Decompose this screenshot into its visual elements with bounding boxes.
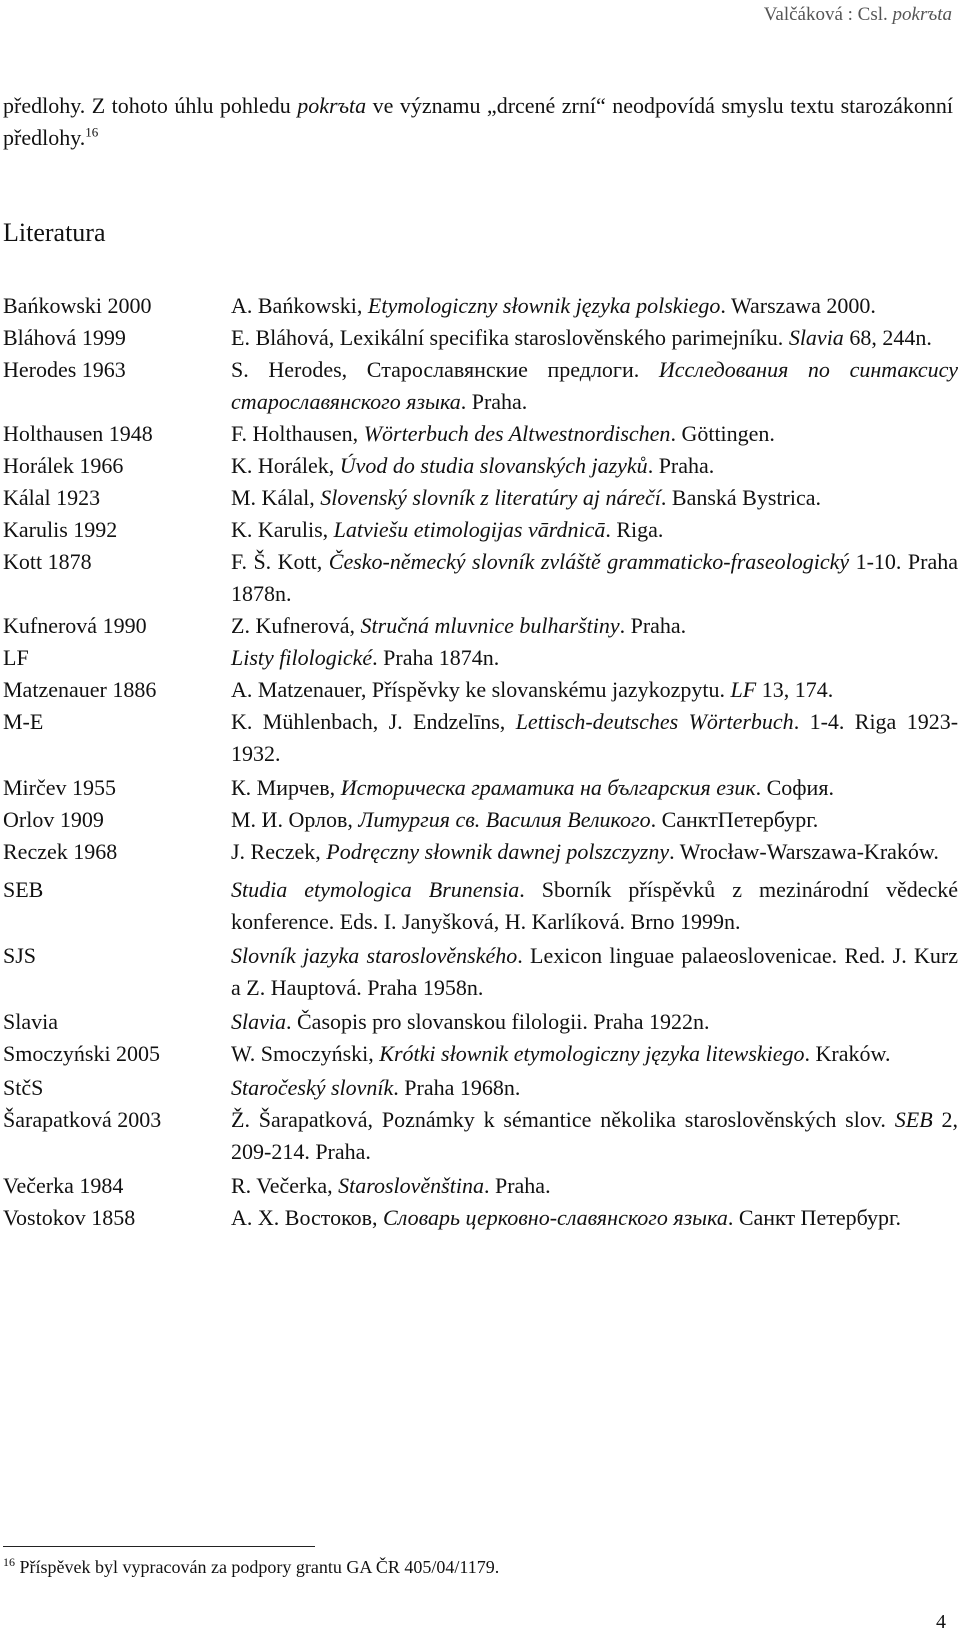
- reference-entry: [3, 1104, 958, 1168]
- reference-key: Vostokov 1858: [3, 1205, 136, 1230]
- reference-entry: [3, 514, 958, 546]
- reference-key: Bańkowski 2000: [3, 293, 152, 318]
- reference-text: Z. Kufnerová, Stručná mluvnice bulharštiny. Praha.: [231, 613, 687, 638]
- reference-key: Karulis 1992: [3, 517, 118, 542]
- reference-entry: [3, 772, 958, 804]
- section-heading: Literatura: [3, 218, 106, 247]
- footnote-reference[interactable]: 16: [85, 124, 99, 140]
- intro-term: pokrъta: [297, 93, 367, 118]
- reference-text: Studia etymologica Brunensia. Sborník příspěvků z mezinárodní vědecké konference. Eds. I. Janyšková, H. Karlíková. Brno 1999n.: [231, 877, 959, 934]
- reference-entry: [3, 1038, 958, 1070]
- reference-key: LF: [3, 645, 29, 670]
- reference-text: Staročeský slovník. Praha 1968n.: [231, 1075, 521, 1100]
- reference-entry: [3, 1006, 958, 1038]
- reference-key: Kálal 1923: [3, 485, 101, 510]
- reference-text: Ž. Šarapatková, Poznámky k sémantice několika staroslověnských slov. SEB 2, 209-214. Praha.: [231, 1107, 958, 1164]
- reference-key: SEB: [3, 877, 44, 902]
- reference-key: StčS: [3, 1075, 44, 1100]
- footnote-mark: 16: [3, 1555, 15, 1569]
- reference-text: E. Bláhová, Lexikální specifika staroslověnského parimejníku. Slavia 68, 244n.: [231, 325, 932, 350]
- intro-text-2: ve významu „drcené zrní“ neodpovídá smyslu textu starozákonní předlohy.: [3, 93, 953, 150]
- reference-key: Kott 1878: [3, 549, 92, 574]
- reference-key: Kufnerová 1990: [3, 613, 147, 638]
- reference-entry: [3, 610, 958, 642]
- reference-key: Holthausen 1948: [3, 421, 153, 446]
- reference-entry: [3, 482, 958, 514]
- reference-text: M. Kálal, Slovenský slovník z literatúry aj nárečí. Banská Bystrica.: [231, 485, 822, 510]
- reference-entry: [3, 290, 958, 322]
- reference-text: F. Holthausen, Wörterbuch des Altwestnordischen. Göttingen.: [231, 421, 775, 446]
- reference-text: S. Herodes, Старославянские предлоги. Исследования по синтаксису старославянского языка. Praha.: [231, 357, 958, 414]
- reference-text: A. Bańkowski, Etymologiczny słownik języka polskiego. Warszawa 2000.: [231, 293, 876, 318]
- page-number: 4: [936, 1611, 946, 1633]
- reference-text: W. Smoczyński, Krótki słownik etymologiczny języka litewskiego. Kraków.: [231, 1041, 891, 1066]
- reference-entry: [3, 1202, 958, 1234]
- reference-key: Horálek 1966: [3, 453, 124, 478]
- reference-key: Reczek 1968: [3, 839, 118, 864]
- reference-key: Slavia: [3, 1009, 58, 1034]
- reference-entry: [3, 418, 958, 450]
- header-term: pokrъta: [892, 4, 952, 25]
- footnote-text: Příspěvek byl vypracován za podpory grantu GA ČR 405/04/1179.: [15, 1557, 500, 1577]
- reference-text: М. И. Орлов, Литургия св. Василия Великого. СанктПетербург.: [231, 807, 819, 832]
- reference-key: Bláhová 1999: [3, 325, 126, 350]
- reference-text: Slovník jazyka staroslověnského. Lexicon linguae palaeoslovenicae. Red. J. Kurz a Z. Hauptová. Praha 1958n.: [231, 943, 958, 1000]
- intro-text-1: předlohy. Z tohoto úhlu pohledu: [3, 93, 298, 118]
- reference-entry: [3, 1072, 958, 1104]
- footnote-divider: [3, 1546, 315, 1547]
- reference-entry: [3, 354, 958, 418]
- reference-key: SJS: [3, 943, 37, 968]
- reference-entry: [3, 940, 958, 1004]
- intro-paragraph: [3, 90, 953, 154]
- reference-entry: [3, 450, 958, 482]
- reference-text: K. Mühlenbach, J. Endzelīns, Lettisch-deutsches Wörterbuch. 1-4. Riga 1923-1932.: [231, 709, 959, 766]
- header-author: Valčáková : Csl.: [763, 4, 893, 25]
- reference-key: Herodes 1963: [3, 357, 126, 382]
- reference-key: Matzenauer 1886: [3, 677, 157, 702]
- reference-entry: [3, 322, 958, 354]
- reference-key: Večerka 1984: [3, 1173, 124, 1198]
- reference-key: M-E: [3, 709, 44, 734]
- reference-entry: [3, 706, 958, 770]
- reference-list: [3, 290, 958, 1234]
- reference-text: F. Š. Kott, Česko-německý slovník zvláště grammaticko-fraseologický 1-10. Praha 1878n.: [231, 549, 958, 606]
- reference-text: А. Х. Востоков, Словарь церковно-славянского языка. Санкт Петербург.: [231, 1205, 901, 1230]
- reference-text: K. Horálek, Úvod do studia slovanských jazyků. Praha.: [231, 453, 715, 478]
- reference-entry: [3, 804, 958, 836]
- reference-key: Šarapatková 2003: [3, 1107, 162, 1132]
- reference-entry: [3, 642, 958, 674]
- reference-entry: [3, 674, 958, 706]
- footnote: [3, 1557, 499, 1578]
- reference-text: K. Karulis, Latviešu etimologijas vārdnicā. Riga.: [231, 517, 664, 542]
- reference-text: Slavia. Časopis pro slovanskou filologii. Praha 1922n.: [231, 1009, 710, 1034]
- running-header: [764, 4, 952, 26]
- reference-text: J. Reczek, Podręczny słownik dawnej polszczyzny. Wrocław-Warszawa-Kraków.: [231, 839, 939, 864]
- reference-entry: [3, 1170, 958, 1202]
- reference-text: R. Večerka, Staroslověnština. Praha.: [231, 1173, 551, 1198]
- reference-text: К. Мирчев, Историческа граматика на българския език. София.: [231, 775, 834, 800]
- reference-text: Listy filologické. Praha 1874n.: [231, 645, 500, 670]
- reference-key: Orlov 1909: [3, 807, 104, 832]
- reference-text: A. Matzenauer, Příspěvky ke slovanskému jazykozpytu. LF 13, 174.: [231, 677, 834, 702]
- reference-key: Smoczyński 2005: [3, 1041, 161, 1066]
- reference-entry: [3, 546, 958, 610]
- reference-key: Mirčev 1955: [3, 775, 117, 800]
- reference-entry: [3, 874, 958, 938]
- reference-entry: [3, 836, 958, 868]
